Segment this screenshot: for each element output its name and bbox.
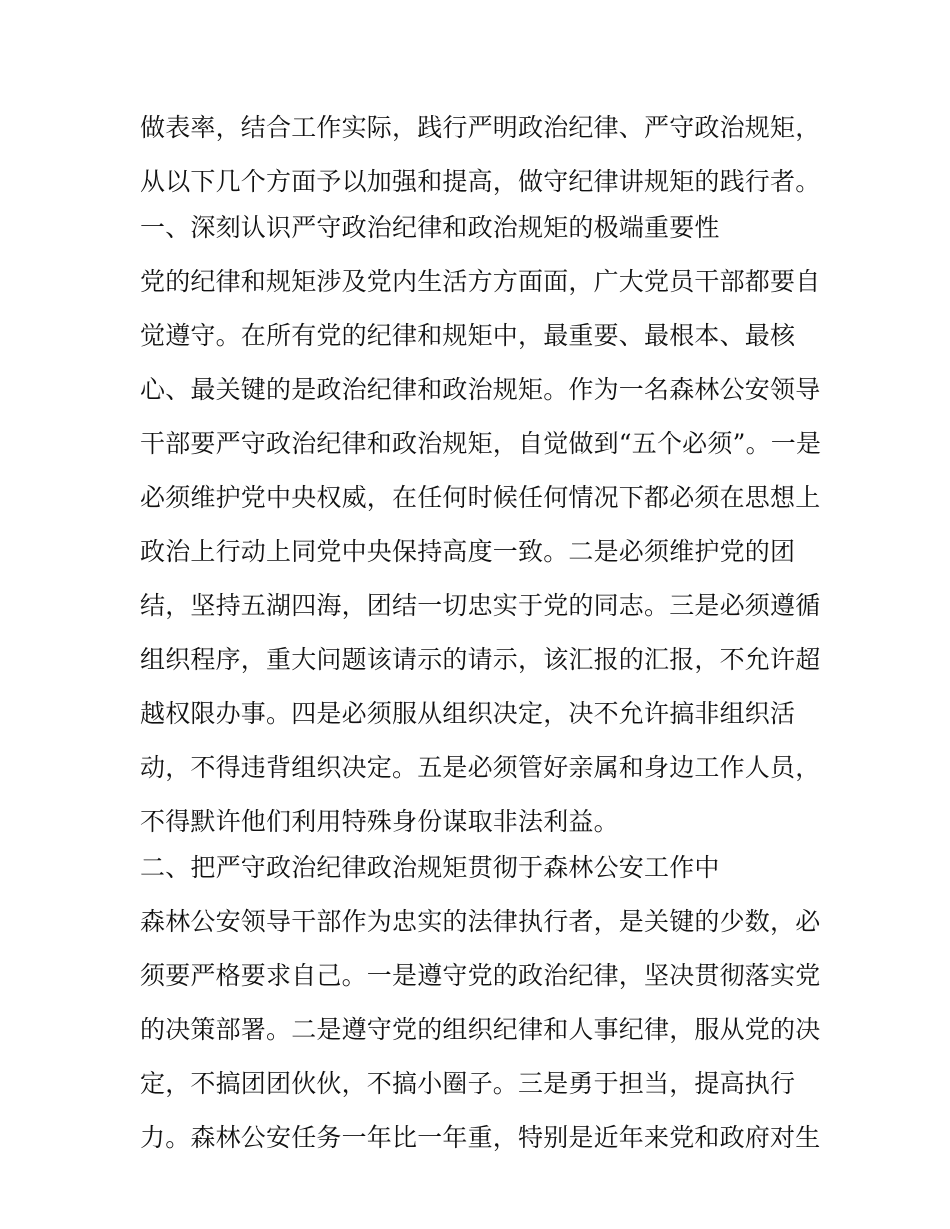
section-heading-1: 一、深刻认识严守政治纪律和政治规矩的极端重要性 — [140, 213, 720, 242]
text-line-4: 党的纪律和规矩涉及党内生活方方面面，广大党员干部都要自 — [140, 267, 821, 296]
text-line-2: 从以下几个方面予以加强和提高，做守纪律讲规矩的践行者。 — [140, 167, 821, 196]
text-line-7: 干部要严守政治纪律和政治规矩，自觉做到“五个必须”。一是 — [140, 429, 822, 458]
text-line-1: 做表率，结合工作实际，践行严明政治纪律、严守政治规矩， — [140, 113, 821, 142]
text-line-19: 定，不搞团团伙伙，不搞小圈子。三是勇于担当，提高执行 — [140, 1069, 796, 1098]
text-line-5: 觉遵守。在所有党的纪律和规矩中，最重要、最根本、最核 — [140, 321, 796, 350]
text-line-8: 必须维护党中央权威，在任何时候任何情况下都必须在思想上 — [140, 483, 821, 512]
text-line-6: 心、最关键的是政治纪律和政治规矩。作为一名森林公安领导 — [140, 375, 821, 404]
text-line-12: 越权限办事。四是必须服从组织决定，决不允许搞非组织活 — [140, 699, 796, 728]
text-line-16: 森林公安领导干部作为忠实的法律执行者，是关键的少数，必 — [140, 907, 821, 936]
text-line-13: 动，不得违背组织决定。五是必须管好亲属和身边工作人员， — [140, 753, 821, 782]
text-line-10: 结，坚持五湖四海，团结一切忠实于党的同志。三是必须遵循 — [140, 591, 821, 620]
text-line-17: 须要严格要求自己。一是遵守党的政治纪律，坚决贯彻落实党 — [140, 961, 821, 990]
text-line-9: 政治上行动上同党中央保持高度一致。二是必须维护党的团 — [140, 537, 796, 566]
text-line-14: 不得默许他们利用特殊身份谋取非法利益。 — [140, 807, 619, 836]
text-line-20: 力。森林公安任务一年比一年重，特别是近年来党和政府对生 — [140, 1123, 821, 1152]
text-line-11: 组织程序，重大问题该请示的请示，该汇报的汇报，不允许超 — [140, 645, 821, 674]
section-heading-2: 二、把严守政治纪律政治规矩贯彻于森林公安工作中 — [140, 853, 720, 882]
text-line-18: 的决策部署。二是遵守党的组织纪律和人事纪律，服从党的决 — [140, 1015, 821, 1044]
